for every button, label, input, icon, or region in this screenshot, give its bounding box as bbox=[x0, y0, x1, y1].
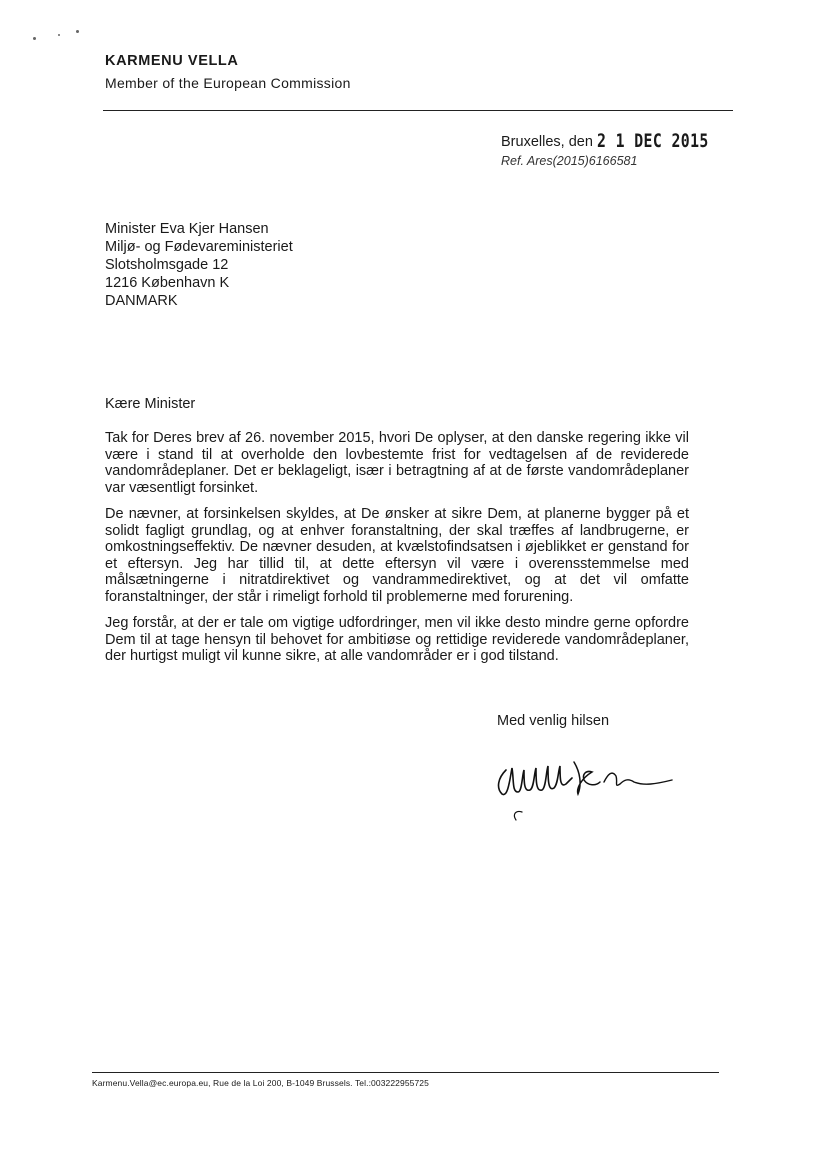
date-stamp: 2 1 DEC 2015 bbox=[596, 130, 709, 152]
address-line: Miljø- og Fødevareministeriet bbox=[105, 239, 293, 255]
footer-divider bbox=[92, 1072, 719, 1073]
sender-role: Member of the European Commission bbox=[105, 75, 351, 91]
date-prefix: Bruxelles, den bbox=[501, 134, 593, 150]
scan-speck bbox=[76, 30, 79, 33]
scan-speck bbox=[58, 34, 60, 36]
body-paragraph: Jeg forstår, at der er tale om vigtige udfordringer, men vil ikke desto mindre gerne opfordre Dem til at tage hensyn til behovet for ambitiøse og rettidige reviderede vandområdeplaner, der hurtigst muligt vil kunne sikre, at alle vandområder er i god tilstand. bbox=[105, 615, 689, 664]
footer-contact: Karmenu.Vella@ec.europa.eu, Rue de la Loi 200, B-1049 Brussels. Tel.:003222955725 bbox=[92, 1078, 429, 1088]
scan-speck bbox=[33, 37, 36, 40]
closing: Med venlig hilsen bbox=[497, 713, 610, 729]
address-line: Slotsholmsgade 12 bbox=[105, 257, 229, 273]
letter-body bbox=[105, 430, 689, 675]
salutation: Kære Minister bbox=[105, 396, 196, 412]
address-line: Minister Eva Kjer Hansen bbox=[105, 221, 269, 237]
body-paragraph: Tak for Deres brev af 26. november 2015, hvori De oplyser, at den danske regering ikke vil være i stand til at overholde den lovbestemte frist for vedtagelsen af de reviderede vandområdeplaner. Det er beklageligt, især i betragtning af at de første vandområdeplaner var væsentligt forsinket. bbox=[105, 430, 689, 496]
dateline bbox=[501, 130, 740, 152]
reference-number: Ref. Ares(2015)6166581 bbox=[501, 154, 638, 168]
address-line: 1216 København K bbox=[105, 275, 230, 291]
signature-image bbox=[488, 748, 688, 828]
body-paragraph: De nævner, at forsinkelsen skyldes, at De ønsker at sikre Dem, at planerne bygger på et solidt fagligt grundlag, og at enhver foranstaltning, der skal træffes af landbrugerne, er omkostningseffektiv. De nævner desuden, at kvælstofindsatsen i øjeblikket er genstand for et eftersyn. Jeg har tillid til, at dette eftersyn vil være i overensstemmelse med målsætningerne i nitratdirektivet og vandrammedirektivet, og at det vil omfatte foranstaltninger, der står i rimeligt forhold til problemerne med forurening. bbox=[105, 506, 689, 605]
sender-name: KARMENU VELLA bbox=[105, 53, 239, 69]
address-line: DANMARK bbox=[105, 293, 178, 309]
header-divider bbox=[103, 110, 733, 111]
recipient-address bbox=[105, 220, 293, 310]
